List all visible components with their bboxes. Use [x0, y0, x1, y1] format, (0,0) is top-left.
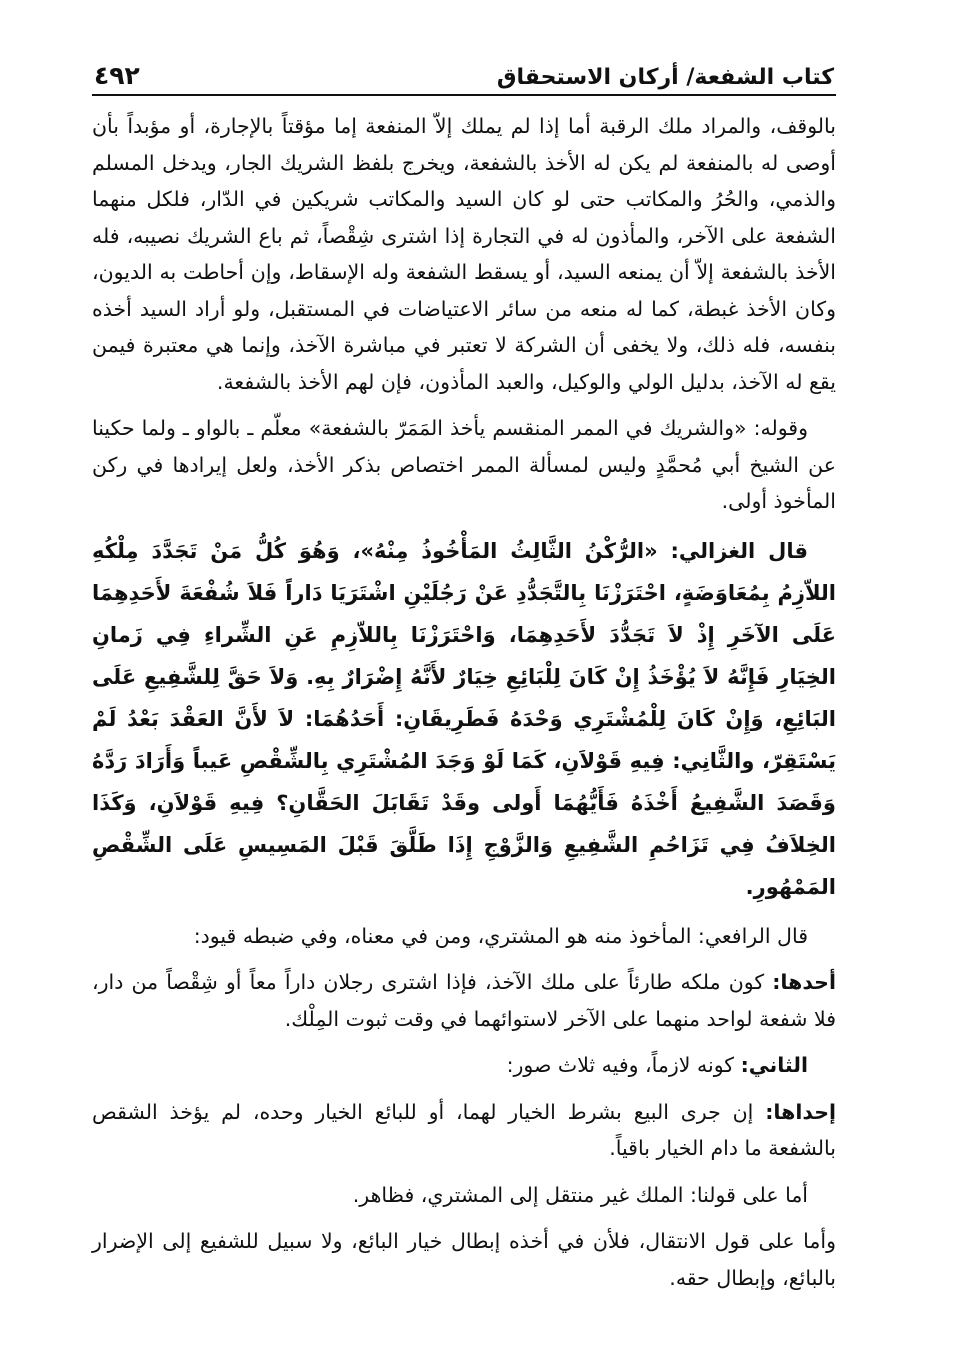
page-number: ٤٩٢: [94, 61, 140, 90]
paragraph-condition-second: [92, 1047, 836, 1084]
paragraph-matn-ghazali: [92, 530, 836, 908]
paragraph-lead: إحداها:: [765, 1099, 836, 1124]
paragraph-text: كون ملكه طارئاً على ملك الآخذ، فإذا اشترى رجلان داراً معاً أو شِقْصاً من دار، فلا شفعة لواحد منهما على الآخر لاستوائهما في وقت ثبوت المِلْك.: [92, 970, 836, 1031]
paragraph-commentary-1: [92, 108, 836, 400]
paragraph-text: قال الرافعي: المأخوذ منه هو المشتري، ومن في معناه، وفي ضبطه قيود:: [193, 923, 808, 948]
running-title: كتاب الشفعة/ أركان الاستحقاق: [496, 65, 834, 90]
page-body: [92, 108, 836, 1296]
paragraph-text: كونه لازماً، وفيه ثلاث صور:: [506, 1053, 741, 1077]
paragraph-rafii-intro: [92, 918, 836, 955]
book-page: [92, 50, 836, 1330]
paragraph-case-first: [92, 1094, 836, 1167]
paragraph-text: وقوله: «والشريك في الممر المنقسم يأخذ المَمَرّ بالشفعة» معلّم ـ بالواو ـ ولما حكينا عن الشيخ أبي مُحمَّدٍ وليس لمسألة الممر اختصاص بذكر الأخذ، ولعل إيرادها في ركن المأخوذ أولى.: [92, 416, 836, 513]
paragraph-text: أما على قولنا: الملك غير منتقل إلى المشتري، فظاهر.: [352, 1182, 808, 1207]
paragraph-text: بالوقف، والمراد ملك الرقبة أما إذا لم يملك إلاّ المنفعة إما مؤقتاً بالإجارة، أو مؤبداً بأن أوصى له بالمنفعة لم يكن له الأخذ بالشفعة، ويخرج بلفظ الشريك الجار، ويدخل المسلم والذمي، والحُرُ والمكاتب حتى لو كان السيد والمكاتب شريكين في الدّار، فلكل منهما الشفعة على الآخر، والمأذون له في التجارة إذا اشترى شِقْصاً، ثم باع الشريك نصيبه، فله الأخذ بالشفعة إلاّ أن يمنعه السيد، أو يسقط الشفعة وله الإسقاط، وإن أحاطت به الديون، وكان الأخذ غبطة، كما له منعه من سائر الاعتياضات في المستقبل، ولو أراد السيد أخذه بنفسه، فله ذلك، ولا يخفى أن الشركة لا تعتبر في مباشرة الآخذ، وإنما هي معتبرة فيمن يقع له الآخذ، بدليل الولي والوكيل، والعبد المأذون، فإن لهم الأخذ بالشفعة.: [92, 114, 836, 394]
page-header: [92, 50, 836, 96]
paragraph-case-view-one: [92, 1177, 836, 1214]
paragraph-lead: أحدها:: [772, 970, 836, 994]
paragraph-text: إن جرى البيع بشرط الخيار لهما، أو للبائع الخيار وحده، لم يؤخذ الشقص بالشفعة ما دام الخيار باقياً.: [92, 1099, 836, 1160]
paragraph-commentary-2: [92, 410, 836, 520]
paragraph-lead: الثاني:: [740, 1053, 808, 1077]
paragraph-text: قال الغزالي: «الرُّكْنُ الثَّالِثُ المَأْخُوذُ مِنْهُ»، وَهُوَ كُلُّ مَنْ تَجَدَّدَ مِلْكُهِ اللاّزِمُ بِمُعَاوَضَةٍ، احْتَرَزْنَا بِالتَّجَدُّدِ عَنْ رَجُلَيْنِ اشْتَرَيَا دَاراً فَلاَ شُفْعَةَ لأَحَدِهِمَا عَلَى الآخَرِ إِذْ لاَ تَجَدُّدَ لأَحَدِهِمَا، وَاحْتَرَزْنَا بِاللاّزِمِ عَنِ الشِّراءِ فِي زَمانِ الخِيَارِ فَإِنَّهُ لاَ يُؤْخَذُ إِنْ كَانَ لِلْبَائِعِ خِيَارٌ لأَنَّهُ إِضْرَارٌ بِهِ. وَلاَ حَقَّ لِلشَّفِيعِ عَلَى البَائِعِ، وَإِنْ كَانَ لِلْمُشْتَرِي وَحْدَهُ فَطَرِيقَانِ: أَحَدُهُمَا: لاَ لأَنَّ العَقْدَ بَعْدُ لَمْ يَسْتَقِرّ، والثَّانِي: فِيهِ قَوْلاَنِ، كَمَا لَوْ وَجَدَ المُشْتَرِي بِالشِّقْصِ عَيباً وَأَرَادَ رَدَّهُ وَقَصَدَ الشَّفِيعُ أَخْذَهُ فَأَيُّهُمَا أَولى وقَدْ تَقَابَلَ الحَقَّانِ؟ فِيهِ قَوْلاَنِ، وَكَذَا الخِلاَفُ فِي تَزَاحُمِ الشَّفِيعِ وَالزَّوْجِ إِذَا طَلَّقَ قَبْلَ المَسِيسِ عَلَى الشِّقْصِ المَمْهُورِ.: [92, 538, 836, 899]
paragraph-case-view-two: [92, 1223, 836, 1296]
paragraph-condition-first: [92, 964, 836, 1037]
paragraph-text: وأما على قول الانتقال، فلأن في أخذه إبطال خيار البائع، ولا سبيل للشفيع إلى الإضرار بالبائع، وإبطال حقه.: [92, 1229, 836, 1290]
